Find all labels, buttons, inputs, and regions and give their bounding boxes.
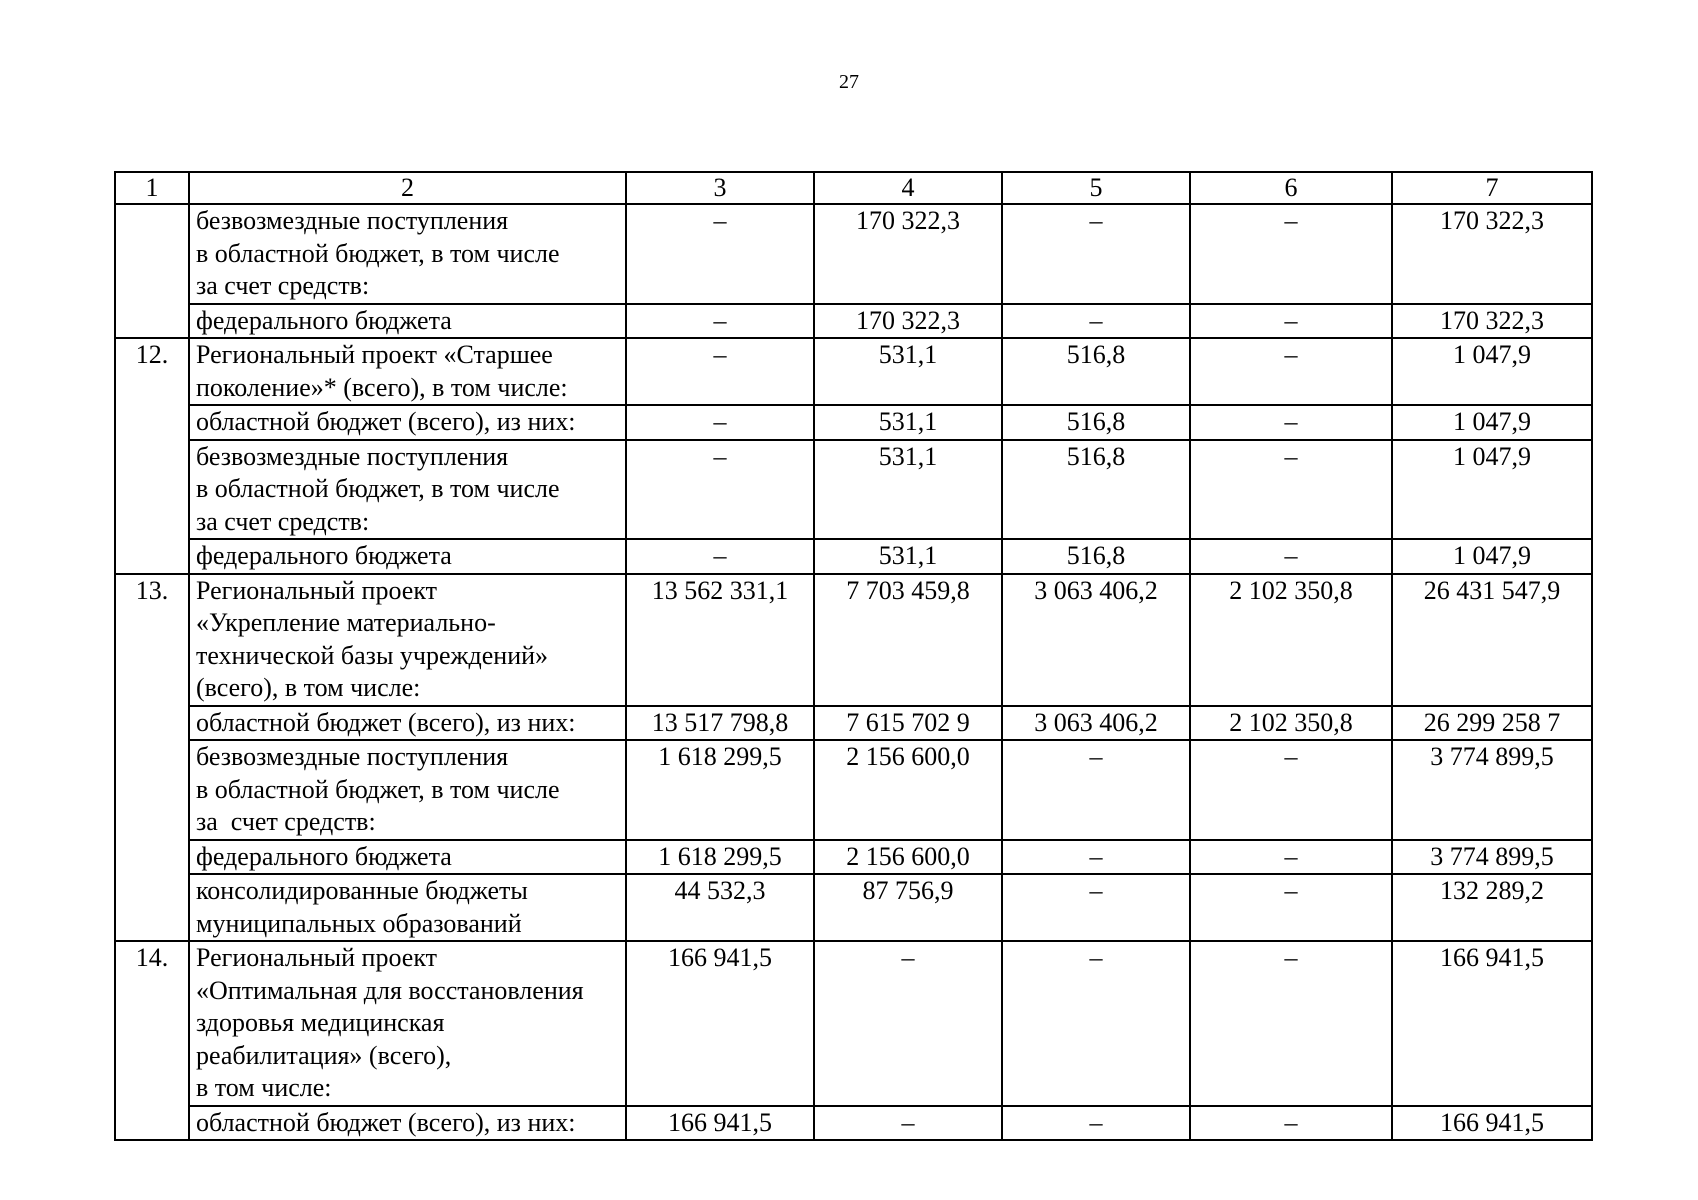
value-cell-col-4: – [814,941,1002,1106]
value-cell-col-3: – [626,440,814,540]
row-name-line: реабилитация» (всего), [196,1040,452,1070]
row-name-cell [189,440,626,540]
row-name-line: областной бюджет (всего), из них: [196,1107,576,1137]
value-cell-col-4: 7 703 459,8 [814,574,1002,706]
value-cell-col-3: – [626,338,814,405]
value-cell-col-5: – [1002,304,1190,339]
value-cell-col-4: 531,1 [814,405,1002,440]
value-cell-col-7: 1 047,9 [1392,405,1592,440]
row-name-line: федерального бюджета [196,841,452,871]
value-cell-col-3: 1 618 299,5 [626,840,814,875]
value-cell-col-6: – [1190,539,1392,574]
value-cell-col-4: 170 322,3 [814,204,1002,304]
value-cell-col-6: – [1190,405,1392,440]
row-name-line: здоровья медицинская [196,1008,445,1037]
value-cell-col-5: 3 063 406,2 [1002,706,1190,741]
value-cell-col-5: – [1002,204,1190,304]
row-name-line: областной бюджет (всего), из них: [196,407,576,436]
row-name-cell [189,539,626,574]
row-name-line: в областной бюджет, в том числе [196,238,560,268]
value-cell-col-7: 170 322,3 [1392,304,1592,339]
value-cell-col-3: 1 618 299,5 [626,740,814,840]
value-cell-col-6: 2 102 350,8 [1190,706,1392,741]
page-number: 27 [839,71,859,93]
table-row [115,405,1592,440]
row-name-line: муниципальных образований [196,908,522,938]
value-cell-col-5: – [1002,840,1190,875]
row-name-line: в областной бюджет, в том числе [196,774,560,804]
value-cell-col-7: 3 774 899,5 [1392,840,1592,875]
table-row [115,539,1592,574]
value-cell-col-6: 2 102 350,8 [1190,574,1392,706]
budget-table [114,171,1593,1141]
row-name-cell [189,304,626,339]
value-cell-col-5: 516,8 [1002,539,1190,574]
column-header: 2 [189,172,626,204]
value-cell-col-3: 13 517 798,8 [626,706,814,741]
value-cell-col-7: 26 299 258 7 [1392,706,1592,741]
row-name-line: технической базы учреждений» [196,640,549,670]
value-cell-col-6: – [1190,440,1392,540]
table-row [115,941,1592,1106]
value-cell-col-3: – [626,304,814,339]
value-cell-col-5: 516,8 [1002,405,1190,440]
row-name-cell [189,405,626,440]
row-name-line: в областной бюджет, в том числе [196,474,560,503]
value-cell-col-3: – [626,539,814,574]
value-cell-col-7: 3 774 899,5 [1392,740,1592,840]
value-cell-col-7: 170 322,3 [1392,204,1592,304]
value-cell-col-4: 7 615 702 9 [814,706,1002,741]
row-name-line: (всего), в том числе: [196,673,421,702]
row-name-cell [189,1106,626,1141]
row-name-line: федерального бюджета [196,541,452,570]
row-number-cell [115,204,189,338]
row-name-line: за счет средств: [196,506,370,536]
row-name-line: федерального бюджета [196,305,452,335]
value-cell-col-5: – [1002,941,1190,1106]
value-cell-col-7: 132 289,2 [1392,874,1592,941]
value-cell-col-6: – [1190,338,1392,405]
value-cell-col-5: – [1002,1106,1190,1141]
row-name-line: «Оптимальная для восстановления [196,975,584,1005]
column-header: 4 [814,172,1002,204]
row-name-line: за счет средств: [196,807,376,836]
value-cell-col-4: – [814,1106,1002,1141]
value-cell-col-6: – [1190,840,1392,875]
value-cell-col-4: 531,1 [814,338,1002,405]
value-cell-col-5: – [1002,874,1190,941]
value-cell-col-3: 166 941,5 [626,941,814,1106]
value-cell-col-3: – [626,204,814,304]
row-name-line: в том числе: [196,1073,332,1102]
column-header: 1 [115,172,189,204]
row-name-cell [189,740,626,840]
value-cell-col-6: – [1190,204,1392,304]
value-cell-col-3: 13 562 331,1 [626,574,814,706]
row-name-line: безвозмездные поступления [196,206,509,235]
column-header: 5 [1002,172,1190,204]
table-row [115,204,1592,304]
column-header: 3 [626,172,814,204]
value-cell-col-4: 87 756,9 [814,874,1002,941]
row-name-line: Региональный проект [196,575,437,605]
row-name-line: Региональный проект «Старшее [196,340,553,369]
value-cell-col-7: 1 047,9 [1392,539,1592,574]
row-name-line: Региональный проект [196,943,437,972]
row-name-line: безвозмездные поступления [196,441,509,471]
row-name-line: консолидированные бюджеты [196,876,528,905]
column-header: 7 [1392,172,1592,204]
row-name-cell [189,874,626,941]
table-row [115,304,1592,339]
row-name-cell [189,941,626,1106]
table-row [115,1106,1592,1141]
value-cell-col-6: – [1190,874,1392,941]
row-name-line: областной бюджет (всего), из них: [196,707,576,737]
value-cell-col-7: 166 941,5 [1392,941,1592,1106]
row-name-cell [189,840,626,875]
row-name-line: за счет средств: [196,271,370,300]
value-cell-col-7: 26 431 547,9 [1392,574,1592,706]
value-cell-col-4: 170 322,3 [814,304,1002,339]
value-cell-col-5: 516,8 [1002,338,1190,405]
row-name-cell [189,574,626,706]
row-name-cell [189,338,626,405]
value-cell-col-4: 531,1 [814,440,1002,540]
value-cell-col-6: – [1190,941,1392,1106]
value-cell-col-6: – [1190,1106,1392,1141]
value-cell-col-3: 44 532,3 [626,874,814,941]
column-header: 6 [1190,172,1392,204]
row-number-cell: 12. [115,338,189,574]
table-row [115,740,1592,840]
value-cell-col-6: – [1190,304,1392,339]
value-cell-col-3: – [626,405,814,440]
row-name-cell [189,706,626,741]
table-row [115,338,1592,405]
value-cell-col-5: 3 063 406,2 [1002,574,1190,706]
table-row [115,574,1592,706]
table-header-row [115,172,1592,204]
value-cell-col-3: 166 941,5 [626,1106,814,1141]
value-cell-col-6: – [1190,740,1392,840]
row-number-cell: 13. [115,574,189,942]
table-row [115,440,1592,540]
row-name-cell [189,204,626,304]
value-cell-col-5: – [1002,740,1190,840]
value-cell-col-7: 1 047,9 [1392,338,1592,405]
row-name-line: «Укрепление материально- [196,608,496,637]
row-name-line: безвозмездные поступления [196,742,509,771]
value-cell-col-7: 166 941,5 [1392,1106,1592,1141]
value-cell-col-7: 1 047,9 [1392,440,1592,540]
row-number-cell: 14. [115,941,189,1140]
value-cell-col-4: 2 156 600,0 [814,740,1002,840]
value-cell-col-4: 531,1 [814,539,1002,574]
value-cell-col-4: 2 156 600,0 [814,840,1002,875]
table-row [115,840,1592,875]
table-row [115,706,1592,741]
table-row [115,874,1592,941]
row-name-line: поколение»* (всего), в том числе: [196,372,568,402]
value-cell-col-5: 516,8 [1002,440,1190,540]
